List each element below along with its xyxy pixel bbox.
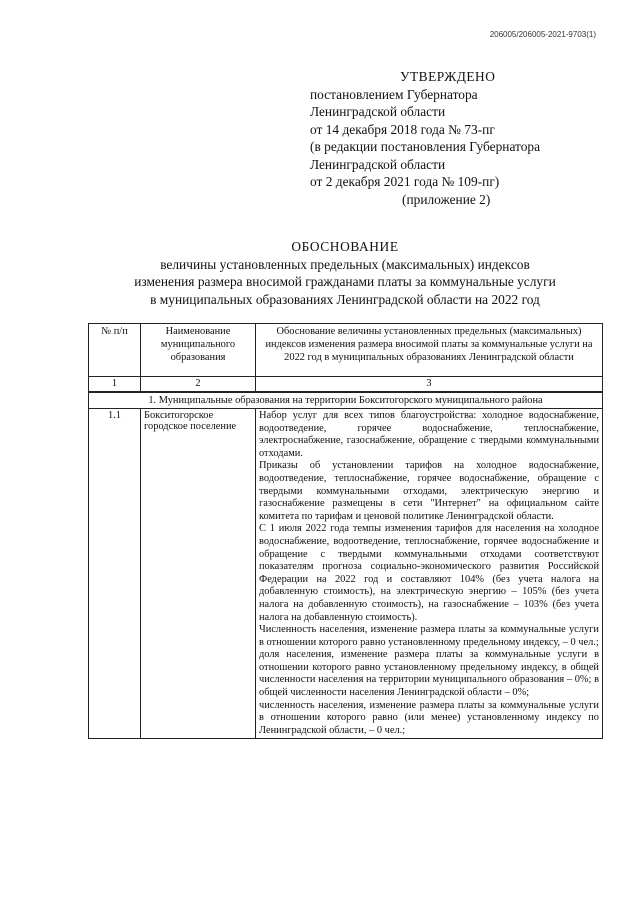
- approval-line: (в редакции постановления Губернатора: [310, 139, 541, 154]
- column-number: 3: [256, 377, 603, 393]
- annex-label: (приложение 2): [402, 191, 491, 207]
- justification-paragraph: Приказы об установлении тарифов на холодное водоснабжение, водоотведение, теплоснабжение, горячее водоснабжение, обращение с твердыми коммунальными отходами, электрическую энергию и газоснабжение размещены в сети "Интернет" на официальном сайте комитета по тарифам и ценовой политике Ленинградской области.: [259, 460, 599, 522]
- title-line: изменения размера вносимой гражданами платы за коммунальные услуги: [134, 274, 556, 289]
- justification-paragraph: доля населения, изменение размера платы за коммунальные услуги в отношении которого равно установленному предельному индексу, в общей численности населения на территории муниципального образования – 0%; в общей численности населения Ленинградской области – 0%;: [259, 649, 599, 699]
- section-row: [89, 392, 603, 409]
- row-number: 1.1: [89, 409, 141, 739]
- justification-cell: [256, 409, 603, 739]
- table-row: [89, 409, 603, 739]
- approval-block: [310, 68, 610, 208]
- table-header-row: [89, 324, 603, 377]
- header-justification: Обоснование величины установленных предельных (максимальных) индексов изменения размера вносимой платы за коммунальные услуги на 2022 год в муниципальных образованиях Ленинградской области: [256, 324, 603, 377]
- header-number: № п/п: [89, 324, 141, 377]
- justification-paragraph: С 1 июля 2022 года темпы изменения тарифов для населения на холодное водоснабжение, водоотведение, теплоснабжение, горячее водоснабжение и обращение с твердыми коммунальными отходами соответствуют показателям прогноза социально-экономического развития Российской Федерации на 2022 год и составляют 104% (без учета налога на добавленную стоимость), на электрическую энергию – 105% (без учета налога на добавленную стоимость), на газоснабжение – 103% (без учета налога на добавленную стоимость).: [259, 523, 599, 623]
- column-number: 2: [141, 377, 256, 393]
- title-main: ОБОСНОВАНИЕ: [291, 239, 399, 254]
- section-title: 1. Муниципальные образования на территории Бокситогорского муниципального района: [89, 392, 603, 409]
- municipality-name: Бокситогорское городское поселение: [141, 409, 256, 739]
- justification-paragraph: численность населения, изменение размера платы за коммунальные услуги в отношении которого равно (или менее) установленному индексу по Ленинградской области, – 0 чел.;: [259, 699, 599, 736]
- approval-line: Ленинградской области: [310, 104, 446, 119]
- title-line: в муниципальных образованиях Ленинградской области на 2022 год: [150, 291, 540, 307]
- approval-line: от 14 декабря 2018 года № 73-пг: [310, 121, 495, 137]
- document-id: 206005/206005-2021-9703(1): [489, 30, 596, 39]
- approval-line: от 2 декабря 2021 года № 109-пг): [310, 174, 500, 189]
- column-number-row: [89, 377, 603, 393]
- justification-table: [88, 323, 603, 739]
- justification-paragraph: Набор услуг для всех типов благоустройства: холодное водоснабжение, водоотведение, горячее водоснабжение, теплоснабжение, электроснабжение, газоснабжение, обращение с твердыми коммунальными отходами.: [259, 410, 599, 459]
- justification-paragraph: Численность населения, изменение размера платы за коммунальные услуги в отношении которого равно установленному предельному индексу, – 0 чел.;: [259, 624, 599, 648]
- approval-heading: УТВЕРЖДЕНО: [400, 69, 496, 84]
- header-municipality: Наименование муниципального образования: [141, 324, 256, 377]
- title-line: величины установленных предельных (максимальных) индексов: [160, 256, 530, 272]
- document-title: [60, 238, 630, 308]
- approval-line: постановлением Губернатора: [310, 86, 478, 102]
- approval-line: Ленинградской области: [310, 156, 446, 172]
- column-number: 1: [89, 377, 141, 393]
